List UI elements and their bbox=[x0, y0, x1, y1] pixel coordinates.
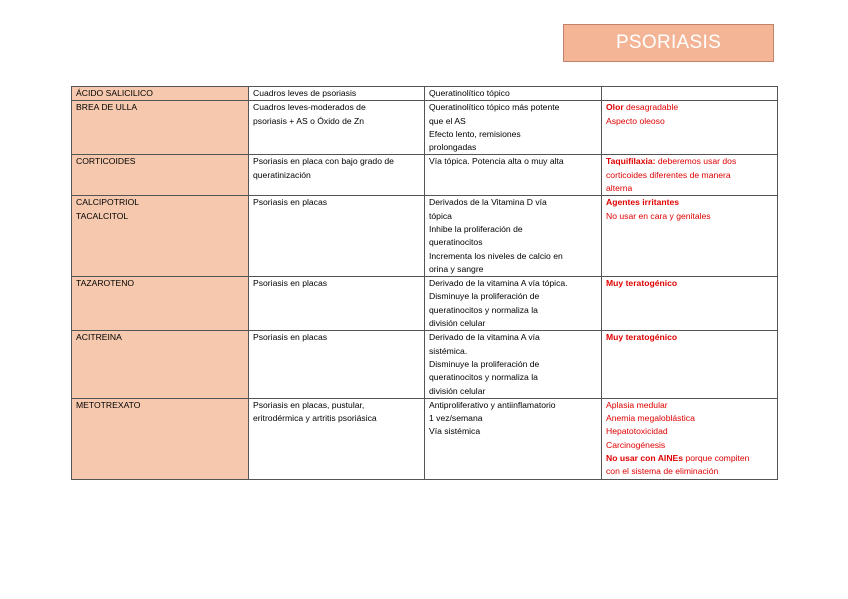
note-line bbox=[606, 115, 773, 128]
note-emphasis: Muy teratogénico bbox=[606, 278, 678, 289]
table-row bbox=[72, 277, 778, 331]
mechanism-line: 1 vez/semana bbox=[429, 413, 483, 424]
notes-cell bbox=[602, 101, 778, 155]
mechanism-cell bbox=[425, 101, 602, 155]
note-emphasis: Muy teratogénico bbox=[606, 332, 678, 343]
note-text: No usar en cara y genitales bbox=[606, 210, 711, 221]
table-row bbox=[72, 155, 778, 196]
mechanism-cell bbox=[425, 155, 602, 196]
note-line bbox=[606, 182, 773, 195]
note-line bbox=[606, 277, 773, 290]
note-emphasis: Taquifilaxia: bbox=[606, 156, 656, 167]
table-row bbox=[72, 87, 778, 101]
note-line bbox=[606, 331, 773, 344]
mechanism-line: Derivados de la Vitamina D vía bbox=[429, 197, 547, 208]
drug-name: METOTREXATO bbox=[76, 399, 141, 410]
note-line bbox=[606, 465, 773, 478]
drug-name: ÁCIDO SALICILICO bbox=[76, 88, 153, 98]
notes-cell bbox=[602, 87, 778, 101]
mechanism-line: división celular bbox=[429, 385, 486, 396]
drug-name: BREA DE ULLA bbox=[76, 102, 138, 113]
drug-name: CALCIPOTRIOL bbox=[76, 197, 140, 208]
mechanism-line: Queratinolítico tópico más potente bbox=[429, 102, 560, 113]
note-emphasis: Agentes irritantes bbox=[606, 197, 680, 208]
mechanism-line: Inhibe la proliferación de bbox=[429, 223, 523, 234]
note-text: desagradable bbox=[623, 102, 679, 113]
mechanism-line: Vía sistémica bbox=[429, 426, 481, 437]
mechanism-line: Disminuye la proliferación de bbox=[429, 358, 540, 369]
mechanism-cell bbox=[425, 331, 602, 398]
indication-line: Cuadros leves de psoriasis bbox=[253, 88, 357, 98]
notes-cell bbox=[602, 196, 778, 277]
drug-name: CORTICOIDES bbox=[76, 156, 136, 167]
note-text: alterna bbox=[606, 183, 633, 194]
mechanism-cell bbox=[425, 196, 602, 277]
mechanism-line: que el AS bbox=[429, 115, 466, 126]
indication-cell bbox=[249, 398, 425, 479]
notes-cell bbox=[602, 331, 778, 398]
note-text: Anemia megaloblástica bbox=[606, 413, 695, 424]
table-row bbox=[72, 101, 778, 155]
drug-name-cell bbox=[72, 277, 249, 331]
note-line bbox=[606, 101, 773, 114]
notes-cell bbox=[602, 398, 778, 479]
note-text: porque compiten bbox=[683, 453, 750, 464]
mechanism-line: orina y sangre bbox=[429, 263, 484, 274]
indication-cell bbox=[249, 155, 425, 196]
mechanism-line: Derivado de la vitamina A vía bbox=[429, 332, 540, 343]
indication-line: psoriasis + AS o Óxido de Zn bbox=[253, 115, 365, 126]
indication-cell bbox=[249, 196, 425, 277]
mechanism-line: tópica bbox=[429, 210, 452, 221]
mechanism-line: queratinocitos bbox=[429, 237, 483, 248]
note-line bbox=[606, 155, 773, 168]
note-text: Aspecto oleoso bbox=[606, 115, 665, 126]
mechanism-line: Efecto lento, remisiones bbox=[429, 128, 521, 139]
drug-name-cell bbox=[72, 331, 249, 398]
drug-name: TAZAROTENO bbox=[76, 278, 135, 289]
mechanism-line: Disminuye la proliferación de bbox=[429, 291, 540, 302]
indication-cell bbox=[249, 277, 425, 331]
indication-line: Psoriasis en placa con bajo grado de bbox=[253, 156, 394, 167]
indication-line: queratinización bbox=[253, 169, 311, 180]
indication-cell bbox=[249, 331, 425, 398]
drug-name: ACITREINA bbox=[76, 332, 122, 343]
mechanism-cell bbox=[425, 87, 602, 101]
note-line bbox=[606, 412, 773, 425]
note-line bbox=[606, 425, 773, 438]
note-emphasis: Olor bbox=[606, 102, 624, 113]
drug-name-cell bbox=[72, 87, 249, 101]
indication-line: eritrodérmica y artritis psoriásica bbox=[253, 413, 377, 424]
indication-line: Psoriasis en placas, pustular, bbox=[253, 399, 365, 410]
note-emphasis: No usar con AINEs bbox=[606, 453, 684, 464]
note-text: Aplasia medular bbox=[606, 399, 668, 410]
table-row bbox=[72, 196, 778, 277]
notes-cell bbox=[602, 155, 778, 196]
table-row bbox=[72, 398, 778, 479]
note-line bbox=[606, 439, 773, 452]
drug-name: TACALCITOL bbox=[76, 210, 129, 221]
indication-cell bbox=[249, 101, 425, 155]
mechanism-cell bbox=[425, 277, 602, 331]
indication-line: Psoriasis en placas bbox=[253, 278, 328, 289]
note-line bbox=[606, 399, 773, 412]
psoriasis-drug-table bbox=[71, 86, 778, 480]
mechanism-line: prolongadas bbox=[429, 142, 477, 153]
mechanism-line: Antiproliferativo y antiinflamatorio bbox=[429, 399, 556, 410]
note-text: deberemos usar dos bbox=[655, 156, 737, 167]
indication-line: Psoriasis en placas bbox=[253, 332, 328, 343]
indication-line: Psoriasis en placas bbox=[253, 197, 328, 208]
mechanism-line: queratinocitos y normaliza la bbox=[429, 372, 538, 383]
mechanism-line: división celular bbox=[429, 318, 486, 329]
note-line bbox=[606, 196, 773, 209]
note-line bbox=[606, 210, 773, 223]
indication-cell bbox=[249, 87, 425, 101]
mechanism-line: sistémica. bbox=[429, 345, 468, 356]
title-box bbox=[563, 24, 774, 62]
note-line bbox=[606, 169, 773, 182]
drug-name-cell bbox=[72, 196, 249, 277]
mechanism-line: Queratinolítico tópico bbox=[429, 88, 510, 98]
mechanism-line: queratinocitos y normaliza la bbox=[429, 304, 538, 315]
drug-name-cell bbox=[72, 398, 249, 479]
note-text: corticoides diferentes de manera bbox=[606, 169, 731, 180]
note-text: con el sistema de eliminación bbox=[606, 466, 719, 477]
mechanism-line: Derivado de la vitamina A vía tópica. bbox=[429, 278, 568, 289]
drug-name-cell bbox=[72, 101, 249, 155]
mechanism-cell bbox=[425, 398, 602, 479]
indication-line: Cuadros leves-moderados de bbox=[253, 102, 366, 113]
mechanism-line: Incrementa los niveles de calcio en bbox=[429, 250, 563, 261]
page-title: PSORIASIS bbox=[615, 32, 722, 53]
drug-name-cell bbox=[72, 155, 249, 196]
note-text: Carcinogénesis bbox=[606, 439, 666, 450]
notes-cell bbox=[602, 277, 778, 331]
table-row bbox=[72, 331, 778, 398]
note-text: Hepatotoxicidad bbox=[606, 426, 668, 437]
mechanism-line: Vía tópica. Potencia alta o muy alta bbox=[429, 156, 564, 167]
note-line bbox=[606, 452, 773, 465]
